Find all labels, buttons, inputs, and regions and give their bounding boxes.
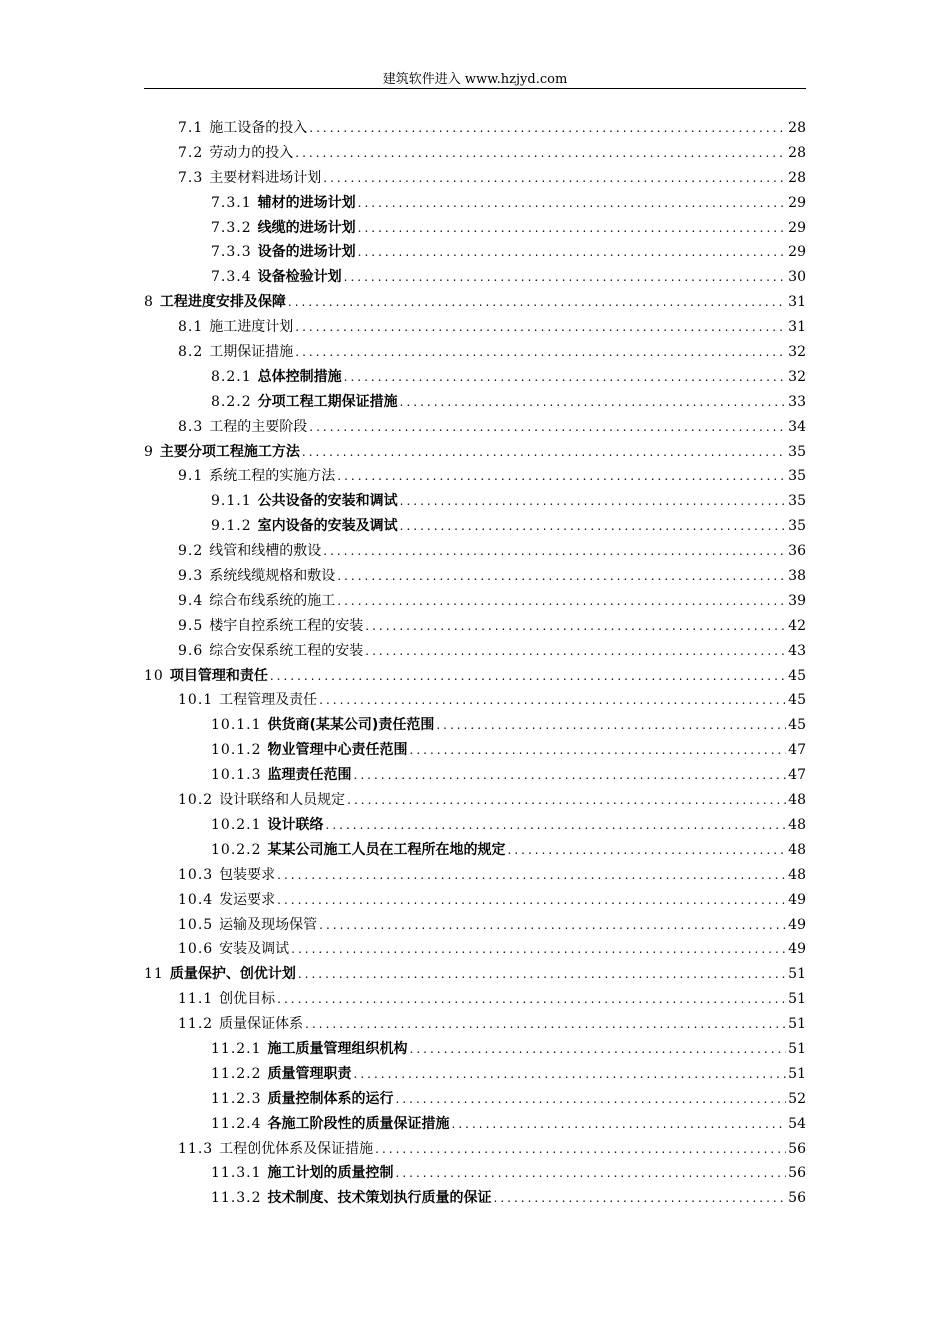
toc-entry-page: 45 — [788, 667, 806, 684]
toc-dot-leader — [396, 1161, 787, 1186]
toc-entry-page: 33 — [788, 393, 806, 410]
toc-entry-number: 11.3 — [178, 1140, 214, 1157]
toc-entry-number: 11.1 — [178, 991, 214, 1008]
toc-entry-page: 28 — [788, 144, 806, 161]
toc-dot-leader — [337, 464, 786, 489]
toc-dot-leader — [400, 514, 787, 539]
toc-entry-title: 运输及现场保管 — [219, 916, 318, 933]
toc-entry[interactable] — [144, 713, 806, 738]
toc-entry-page: 39 — [788, 592, 806, 609]
toc-entry-title: 质量保护、创优计划 — [169, 966, 296, 983]
toc-entry[interactable] — [144, 838, 806, 863]
toc-entry[interactable] — [144, 365, 806, 390]
toc-entry-title: 安装及调试 — [219, 941, 290, 958]
toc-entry[interactable] — [144, 937, 806, 962]
toc-dot-leader — [410, 1037, 787, 1062]
toc-entry-page: 51 — [788, 1065, 806, 1082]
toc-dot-leader — [400, 489, 787, 514]
toc-entry-page: 28 — [788, 120, 806, 136]
toc-entry-title: 工程创优体系及保证措施 — [219, 1140, 374, 1157]
toc-entry-number: 11.2.2 — [211, 1065, 262, 1082]
toc-entry-page: 49 — [788, 941, 806, 958]
toc-entry-title: 工程的主要阶段 — [209, 418, 308, 435]
toc-entry[interactable] — [144, 166, 806, 191]
toc-entry-page: 32 — [788, 344, 806, 361]
toc-entry[interactable] — [144, 240, 806, 265]
toc-entry-number: 10.4 — [178, 891, 214, 908]
toc-entry-page: 43 — [788, 642, 806, 659]
toc-entry[interactable] — [144, 1186, 806, 1211]
toc-entry[interactable] — [144, 141, 806, 166]
toc-entry[interactable] — [144, 813, 806, 838]
toc-entry-number: 11 — [144, 966, 164, 983]
toc-dot-leader — [295, 141, 786, 166]
toc-entry-title: 公共设备的安装和调试 — [257, 493, 398, 510]
toc-dot-leader — [358, 240, 787, 265]
toc-dot-leader — [344, 265, 787, 290]
toc-dot-leader — [270, 664, 786, 689]
toc-dot-leader — [400, 390, 787, 415]
toc-entry[interactable] — [144, 1037, 806, 1062]
toc-entry-number: 9.3 — [178, 568, 204, 585]
toc-entry-number: 7.3.3 — [211, 244, 252, 261]
toc-entry-page: 28 — [788, 169, 806, 186]
toc-dot-leader — [309, 116, 786, 141]
toc-entry-number: 10 — [144, 667, 164, 684]
toc-entry-title: 技术制度、技术策划执行质量的保证 — [267, 1190, 492, 1207]
toc-entry-page: 32 — [788, 368, 806, 385]
toc-dot-leader — [358, 216, 787, 241]
toc-entry[interactable] — [144, 863, 806, 888]
toc-entry-page: 51 — [788, 1016, 806, 1033]
table-of-contents — [144, 116, 806, 1211]
toc-entry-page: 56 — [788, 1165, 806, 1182]
toc-entry-page: 49 — [788, 891, 806, 908]
toc-entry-number: 8.1 — [178, 319, 204, 336]
toc-entry-page: 45 — [788, 692, 806, 709]
toc-entry-number: 10.3 — [178, 866, 214, 883]
toc-entry-number: 7.1 — [178, 120, 204, 136]
toc-entry[interactable] — [144, 489, 806, 514]
toc-entry[interactable] — [144, 1062, 806, 1087]
toc-dot-leader — [396, 1087, 787, 1112]
toc-entry[interactable] — [144, 265, 806, 290]
toc-entry-title: 工期保证措施 — [209, 344, 294, 361]
toc-entry-title: 发运要求 — [219, 891, 276, 908]
toc-entry-page: 48 — [788, 816, 806, 833]
toc-entry[interactable] — [144, 216, 806, 241]
toc-entry-page: 54 — [788, 1115, 806, 1132]
toc-entry-page: 30 — [788, 269, 806, 286]
toc-entry-number: 7.2 — [178, 144, 204, 161]
toc-entry-number: 10.2 — [178, 792, 214, 809]
toc-entry-number: 10.6 — [178, 941, 214, 958]
toc-entry[interactable] — [144, 913, 806, 938]
toc-entry-page: 35 — [788, 518, 806, 535]
toc-entry[interactable] — [144, 514, 806, 539]
toc-entry-page: 35 — [788, 468, 806, 485]
toc-dot-leader — [277, 987, 786, 1012]
toc-entry-page: 35 — [788, 493, 806, 510]
toc-entry-number: 10.2.1 — [211, 816, 262, 833]
toc-entry[interactable] — [144, 614, 806, 639]
toc-entry-title: 质量管理职责 — [267, 1065, 352, 1082]
toc-entry[interactable] — [144, 664, 806, 689]
toc-entry-number: 7.3.4 — [211, 269, 252, 286]
toc-entry-page: 47 — [788, 742, 806, 759]
toc-entry-number: 8.3 — [178, 418, 204, 435]
toc-entry[interactable] — [144, 191, 806, 216]
toc-entry-number: 11.2.4 — [211, 1115, 262, 1132]
toc-entry-title: 综合安保系统工程的安装 — [209, 642, 364, 659]
toc-entry[interactable] — [144, 1112, 806, 1137]
toc-dot-leader — [354, 763, 787, 788]
toc-entry-page: 56 — [788, 1190, 806, 1207]
toc-dot-leader — [365, 614, 786, 639]
toc-entry-title: 质量保证体系 — [219, 1016, 304, 1033]
toc-entry-title: 线缆的进场计划 — [257, 219, 356, 236]
toc-entry-number: 9.1.1 — [211, 493, 252, 510]
toc-dot-leader — [365, 639, 786, 664]
toc-entry-title: 设计联络 — [267, 816, 324, 833]
toc-dot-leader — [452, 1112, 787, 1137]
toc-entry-title: 质量控制体系的运行 — [267, 1090, 394, 1107]
toc-dot-leader — [319, 688, 786, 713]
toc-entry[interactable] — [144, 290, 806, 315]
toc-dot-leader — [295, 315, 786, 340]
toc-entry-number: 10.1.3 — [211, 767, 262, 784]
toc-entry[interactable] — [144, 415, 806, 440]
toc-dot-leader — [410, 738, 787, 763]
toc-entry[interactable] — [144, 763, 806, 788]
toc-entry-number: 10.1 — [178, 692, 214, 709]
page-header: 建筑软件进入 www.hzjyd.com — [382, 72, 568, 87]
toc-entry-page: 29 — [788, 244, 806, 261]
toc-entry-page: 47 — [788, 767, 806, 784]
toc-entry-number: 10.5 — [178, 916, 214, 933]
toc-entry-title: 设备检验计划 — [257, 269, 342, 286]
toc-entry-title: 施工计划的质量控制 — [267, 1165, 394, 1182]
toc-dot-leader — [347, 788, 786, 813]
toc-entry-title: 劳动力的投入 — [209, 144, 294, 161]
toc-entry-number: 7.3.2 — [211, 219, 252, 236]
toc-entry-number: 9.6 — [178, 642, 204, 659]
toc-entry-number: 11.2.3 — [211, 1090, 262, 1107]
toc-entry-title: 辅材的进场计划 — [257, 194, 356, 211]
toc-entry[interactable] — [144, 788, 806, 813]
toc-entry-title: 施工设备的投入 — [209, 120, 308, 136]
toc-entry-number: 9.2 — [178, 543, 204, 560]
toc-entry-page: 48 — [788, 792, 806, 809]
toc-entry[interactable] — [144, 1087, 806, 1112]
toc-dot-leader — [358, 191, 787, 216]
toc-dot-leader — [305, 1012, 786, 1037]
toc-dot-leader — [508, 838, 787, 863]
toc-entry-number: 10.1.1 — [211, 717, 262, 734]
toc-entry-page: 49 — [788, 916, 806, 933]
toc-dot-leader — [326, 813, 787, 838]
toc-dot-leader — [309, 415, 786, 440]
toc-entry-number: 7.3.1 — [211, 194, 252, 211]
toc-entry-page: 48 — [788, 866, 806, 883]
toc-dot-leader — [375, 1137, 786, 1162]
toc-entry-number: 7.3 — [178, 169, 204, 186]
toc-entry-page: 52 — [788, 1090, 806, 1107]
toc-entry-title: 包装要求 — [219, 866, 276, 883]
toc-dot-leader — [337, 564, 786, 589]
toc-dot-leader — [302, 440, 786, 465]
toc-entry-number: 9.1 — [178, 468, 204, 485]
toc-entry[interactable] — [144, 464, 806, 489]
toc-entry[interactable] — [144, 116, 806, 141]
toc-entry-title: 工程管理及责任 — [219, 692, 318, 709]
toc-entry[interactable] — [144, 440, 806, 465]
toc-dot-leader — [344, 365, 787, 390]
toc-entry-page: 45 — [788, 717, 806, 734]
toc-entry[interactable] — [144, 888, 806, 913]
toc-entry-number: 8 — [144, 294, 154, 311]
toc-dot-leader — [291, 937, 786, 962]
toc-entry-number: 10.1.2 — [211, 742, 262, 759]
toc-entry-title: 室内设备的安装及调试 — [257, 518, 398, 535]
toc-entry-title: 系统线缆规格和敷设 — [209, 568, 336, 585]
toc-entry[interactable] — [144, 1137, 806, 1162]
toc-entry-page: 34 — [788, 418, 806, 435]
toc-entry-number: 11.3.2 — [211, 1190, 262, 1207]
toc-entry[interactable] — [144, 688, 806, 713]
toc-entry[interactable] — [144, 315, 806, 340]
toc-entry-title: 创优目标 — [219, 991, 276, 1008]
toc-entry-page: 35 — [788, 443, 806, 460]
toc-entry-title: 某某公司施工人员在工程所在地的规定 — [267, 841, 506, 858]
toc-entry[interactable] — [144, 639, 806, 664]
header-rule — [144, 88, 806, 89]
toc-entry-page: 29 — [788, 219, 806, 236]
toc-entry-number: 10.2.2 — [211, 841, 262, 858]
toc-entry-title: 供货商(某某公司)责任范围 — [267, 717, 435, 734]
toc-entry-page: 51 — [788, 1040, 806, 1057]
toc-entry-title: 设备的进场计划 — [257, 244, 356, 261]
toc-dot-leader — [295, 340, 786, 365]
toc-entry-number: 9.5 — [178, 617, 204, 634]
toc-dot-leader — [319, 913, 786, 938]
toc-entry-title: 工程进度安排及保障 — [159, 294, 286, 311]
toc-dot-leader — [323, 539, 786, 564]
toc-entry-title: 总体控制措施 — [257, 368, 342, 385]
toc-entry-title: 施工进度计划 — [209, 319, 294, 336]
toc-entry-page: 42 — [788, 617, 806, 634]
toc-entry-page: 51 — [788, 991, 806, 1008]
toc-entry-title: 各施工阶段性的质量保证措施 — [267, 1115, 450, 1132]
toc-entry-title: 监理责任范围 — [267, 767, 352, 784]
toc-entry-number: 9.1.2 — [211, 518, 252, 535]
toc-entry-number: 8.2 — [178, 344, 204, 361]
toc-entry[interactable] — [144, 738, 806, 763]
toc-entry-number: 8.2.2 — [211, 393, 252, 410]
toc-entry-title: 项目管理和责任 — [169, 667, 268, 684]
toc-entry-title: 主要分项工程施工方法 — [159, 443, 300, 460]
toc-entry-page: 31 — [788, 319, 806, 336]
toc-entry-title: 施工质量管理组织机构 — [267, 1040, 408, 1057]
toc-entry-title: 主要材料进场计划 — [209, 169, 322, 186]
toc-entry-number: 11.3.1 — [211, 1165, 262, 1182]
toc-dot-leader — [298, 962, 786, 987]
toc-entry-title: 分项工程工期保证措施 — [257, 393, 398, 410]
toc-entry[interactable] — [144, 564, 806, 589]
toc-dot-leader — [494, 1186, 787, 1211]
toc-entry-title: 楼宇自控系统工程的安装 — [209, 617, 364, 634]
toc-dot-leader — [323, 166, 786, 191]
toc-entry-title: 设计联络和人员规定 — [219, 792, 346, 809]
toc-entry-page: 29 — [788, 194, 806, 211]
toc-entry-number: 9.4 — [178, 592, 204, 609]
toc-entry-number: 8.2.1 — [211, 368, 252, 385]
toc-entry-number: 9 — [144, 443, 154, 460]
toc-entry-page: 36 — [788, 543, 806, 560]
toc-entry[interactable] — [144, 340, 806, 365]
toc-entry-page: 51 — [788, 966, 806, 983]
toc-dot-leader — [354, 1062, 787, 1087]
toc-dot-leader — [288, 290, 786, 315]
toc-dot-leader — [277, 888, 786, 913]
toc-entry[interactable] — [144, 589, 806, 614]
toc-entry[interactable] — [144, 390, 806, 415]
toc-entry[interactable] — [144, 962, 806, 987]
toc-entry[interactable] — [144, 987, 806, 1012]
toc-entry-title: 物业管理中心责任范围 — [267, 742, 408, 759]
toc-dot-leader — [277, 863, 786, 888]
toc-entry[interactable] — [144, 539, 806, 564]
toc-entry-page: 31 — [788, 294, 806, 311]
toc-entry[interactable] — [144, 1012, 806, 1037]
toc-entry-title: 线管和线槽的敷设 — [209, 543, 322, 560]
toc-entry-title: 系统工程的实施方法 — [209, 468, 336, 485]
toc-entry-page: 56 — [788, 1140, 806, 1157]
toc-entry[interactable] — [144, 1161, 806, 1186]
toc-entry-number: 11.2 — [178, 1016, 214, 1033]
toc-entry-number: 11.2.1 — [211, 1040, 262, 1057]
toc-dot-leader — [436, 713, 786, 738]
toc-entry-page: 48 — [788, 841, 806, 858]
toc-entry-page: 38 — [788, 568, 806, 585]
toc-dot-leader — [337, 589, 786, 614]
toc-entry-title: 综合布线系统的施工 — [209, 592, 336, 609]
